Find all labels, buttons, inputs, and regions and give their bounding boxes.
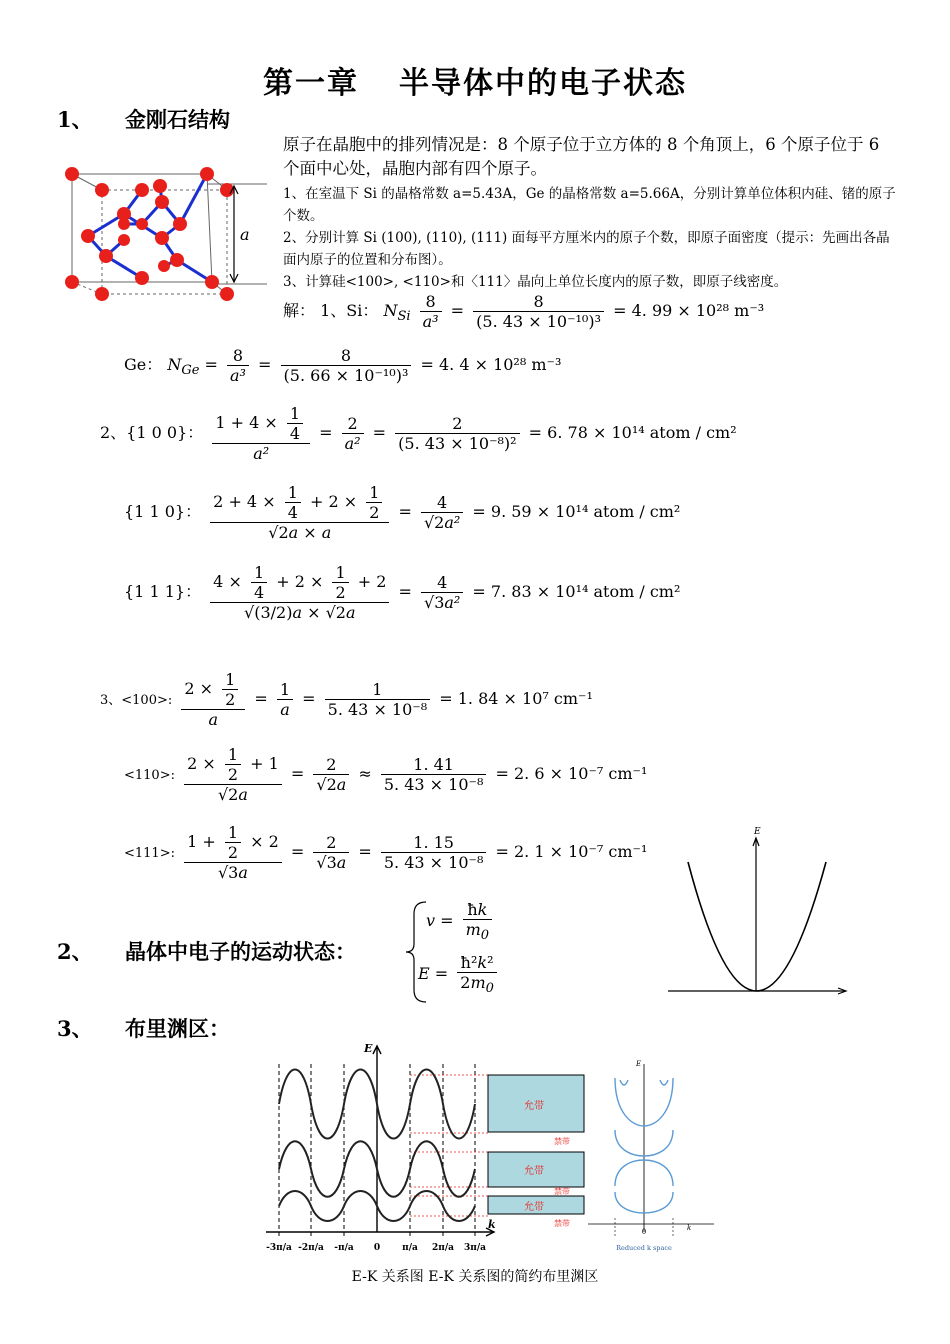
question-3: 3、计算硅<100>, <110>和〈111〉晶向上单位长度内的原子数，即原子线密度。 — [283, 274, 788, 290]
eq-energy: E = $\frac{\text{ħ²k²}}{2m_0}$ — [418, 953, 501, 996]
eq-plane-110: {1 1 0}： 2 + 4 × $\frac{1}{4}$ + 2 × $\frac{1}{2}$ √2a × a = $\frac{4}{\text{√2a²}}$ = 9. 59 × 10¹⁴ atom / cm² — [124, 483, 681, 542]
lattice-constant-label: a — [240, 225, 250, 244]
eq-ge: Ge： $N_{Ge}$ = $\frac{8}{\text{a³}}$ = $\frac{8}{\text{(5. 66 × 10⁻¹⁰)³}}$ = 4. 4 × 10²⁸ m⁻³ — [124, 346, 562, 385]
tick-pos3: 3π/a — [464, 1243, 486, 1253]
eq-direction-111: <111>: 1 + $\frac{1}{2}$ × 2 √3a = $\frac{2}{√3a}$ = $\frac{1. 15}{\text{5. 43 × 10⁻⁸}}$ = 2. 1 × 10⁻⁷ cm⁻¹ — [124, 823, 648, 882]
section-3-heading: 3、 布里渊区： — [57, 1016, 230, 1041]
eq-direction-110: <110>: 2 × $\frac{1}{2}$ + 1 √2a = $\frac{2}{√2a}$ ≈ $\frac{1. 41}{\text{5. 43 × 10⁻⁸}}$ = 2. 6 × 10⁻⁷ cm⁻¹ — [124, 745, 648, 804]
allowed-band-2: 允带 — [524, 1166, 544, 1177]
bz-k-label: k — [488, 1218, 496, 1231]
bz-e-label: E — [364, 1042, 373, 1055]
tick-neg1: -π/a — [334, 1243, 354, 1253]
eq-plane-100: 2、{1 0 0}： 1 + 4 × $\frac{1}{4}$ a² = $\frac{2}{\text{a²}}$ = $\frac{2}{\text{(5. 43 × 10⁻⁸)²}}$ = 6. 78 × 10¹⁴ atom / cm² — [100, 404, 737, 463]
diamond-structure-figure — [52, 162, 272, 312]
reduced-e-label: E — [636, 1060, 642, 1068]
question-2: 2、分别计算 Si (100), (110), (111) 面每平方厘米内的原子个数，即原子面密度（提示：先画出各晶面内原子的位置和分布图）。 — [283, 230, 890, 268]
brillouin-zone-figure — [262, 1038, 722, 1268]
eq-plane-111: {1 1 1}： 4 × $\frac{1}{4}$ + 2 × $\frac{1}{2}$ + 2 √(3/2)a × √2a = $\frac{4}{\text{√3a²}}$ = 7. 83 × 10¹⁴ atom / cm² — [124, 563, 681, 622]
eq-si: 解： 1、Si： $N_{Si}$ $\frac{8}{\text{a³}}$ = $\frac{8}{\text{(5. 43 × 10⁻¹⁰)³}}$ = 4. 99 × 10²⁸ m⁻³ — [283, 292, 765, 331]
tick-pos1: π/a — [402, 1243, 418, 1253]
parabola-figure — [664, 826, 854, 1002]
forbidden-band-3: 禁带 — [554, 1219, 570, 1228]
section-2-heading: 2、 晶体中电子的运动状态： — [57, 939, 356, 964]
reduced-k-space-label: Reduced k space — [616, 1244, 672, 1252]
intro-text: 原子在晶胞中的排列情况是：8 个原子位于立方体的 8 个角顶上，6 个原子位于 6 个面中心处，晶胞内部有四个原子。 — [283, 135, 880, 178]
eq-velocity: v = $\frac{ħk}{m_0}$ — [426, 900, 496, 943]
section-1-heading: 1、 金刚石结构 — [57, 107, 230, 132]
forbidden-band-1: 禁带 — [554, 1137, 570, 1146]
allowed-band-3: 允带 — [524, 1202, 544, 1213]
reduced-k-label: k — [687, 1224, 692, 1232]
question-1: 1、在室温下 Si 的晶格常数 a=5.43A，Ge 的晶格常数 a=5.66A，分别计算单位体积内硅、锗的原子个数。 — [283, 186, 896, 224]
allowed-band-1: 允带 — [524, 1101, 544, 1112]
tick-pos2: 2π/a — [432, 1243, 454, 1253]
tick-neg3: -3π/a — [266, 1243, 292, 1253]
page-title: 第一章 半导体中的电子状态 — [263, 66, 687, 101]
tick-zero: 0 — [373, 1243, 381, 1253]
eq-direction-100: 3、<100>: 2 × $\frac{1}{2}$ a = $\frac{1}{a}$ = $\frac{1}{\text{5. 43 × 10⁻⁸}}$ = 1. 84 × 10⁷ cm⁻¹ — [100, 670, 593, 729]
reduced-zero-tick: 0 — [641, 1228, 647, 1236]
tick-neg2: -2π/a — [298, 1243, 324, 1253]
forbidden-band-2: 禁带 — [554, 1187, 570, 1196]
parabola-e-label: E — [754, 827, 761, 837]
figure-caption: E-K 关系图 E-K 关系图的简约布里渊区 — [351, 1269, 599, 1285]
